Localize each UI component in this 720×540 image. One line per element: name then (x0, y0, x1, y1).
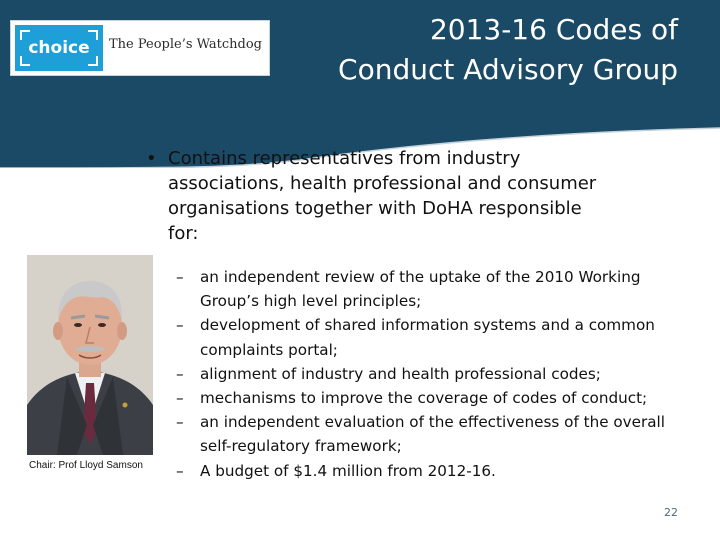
sub-bullet-list (176, 265, 696, 483)
choice-logo-mark (15, 25, 103, 71)
list-item-text: mechanisms to improve the coverage of codes of conduct; (200, 389, 648, 408)
dash-icon: – (176, 364, 184, 383)
list-item (176, 410, 696, 458)
list-item (176, 459, 696, 483)
photo-caption: Chair: Prof Lloyd Samson (29, 460, 143, 471)
slide-title-line-2: Conduct Advisory Group (338, 53, 678, 86)
dash-icon: – (176, 413, 184, 432)
slide-title (258, 10, 678, 90)
main-bullet-text: Contains representatives from industry associations, health professional and consumer organisations together with DoHA responsible for: (168, 148, 597, 244)
bullet-icon: • (146, 148, 157, 169)
list-item (176, 362, 696, 386)
list-item-text: an independent evaluation of the effectiveness of the overall self-regulatory framework; (200, 413, 665, 456)
list-item-text: A budget of $1.4 million from 2012-16. (200, 461, 496, 480)
list-item-text: development of shared information systems and a common complaints portal; (200, 316, 655, 359)
chair-photo (27, 255, 153, 455)
list-item-text: an independent review of the uptake of the 2010 Working Group’s high level principles; (200, 268, 641, 311)
slide-title-line-1: 2013-16 Codes of (429, 13, 678, 46)
dash-icon: – (176, 389, 184, 408)
list-item (176, 313, 696, 361)
page-number: 22 (664, 506, 678, 519)
list-item (176, 265, 696, 313)
list-item (176, 386, 696, 410)
dash-icon: – (176, 316, 184, 335)
dash-icon: – (176, 461, 184, 480)
logo-tagline: The People’s Watchdog (109, 37, 262, 52)
logo-word: choice (28, 38, 90, 58)
portrait-image (27, 255, 153, 455)
main-bullet (146, 146, 606, 246)
dash-icon: – (176, 268, 184, 286)
list-item-text: alignment of industry and health professional codes; (200, 364, 601, 383)
choice-logo (10, 20, 270, 76)
